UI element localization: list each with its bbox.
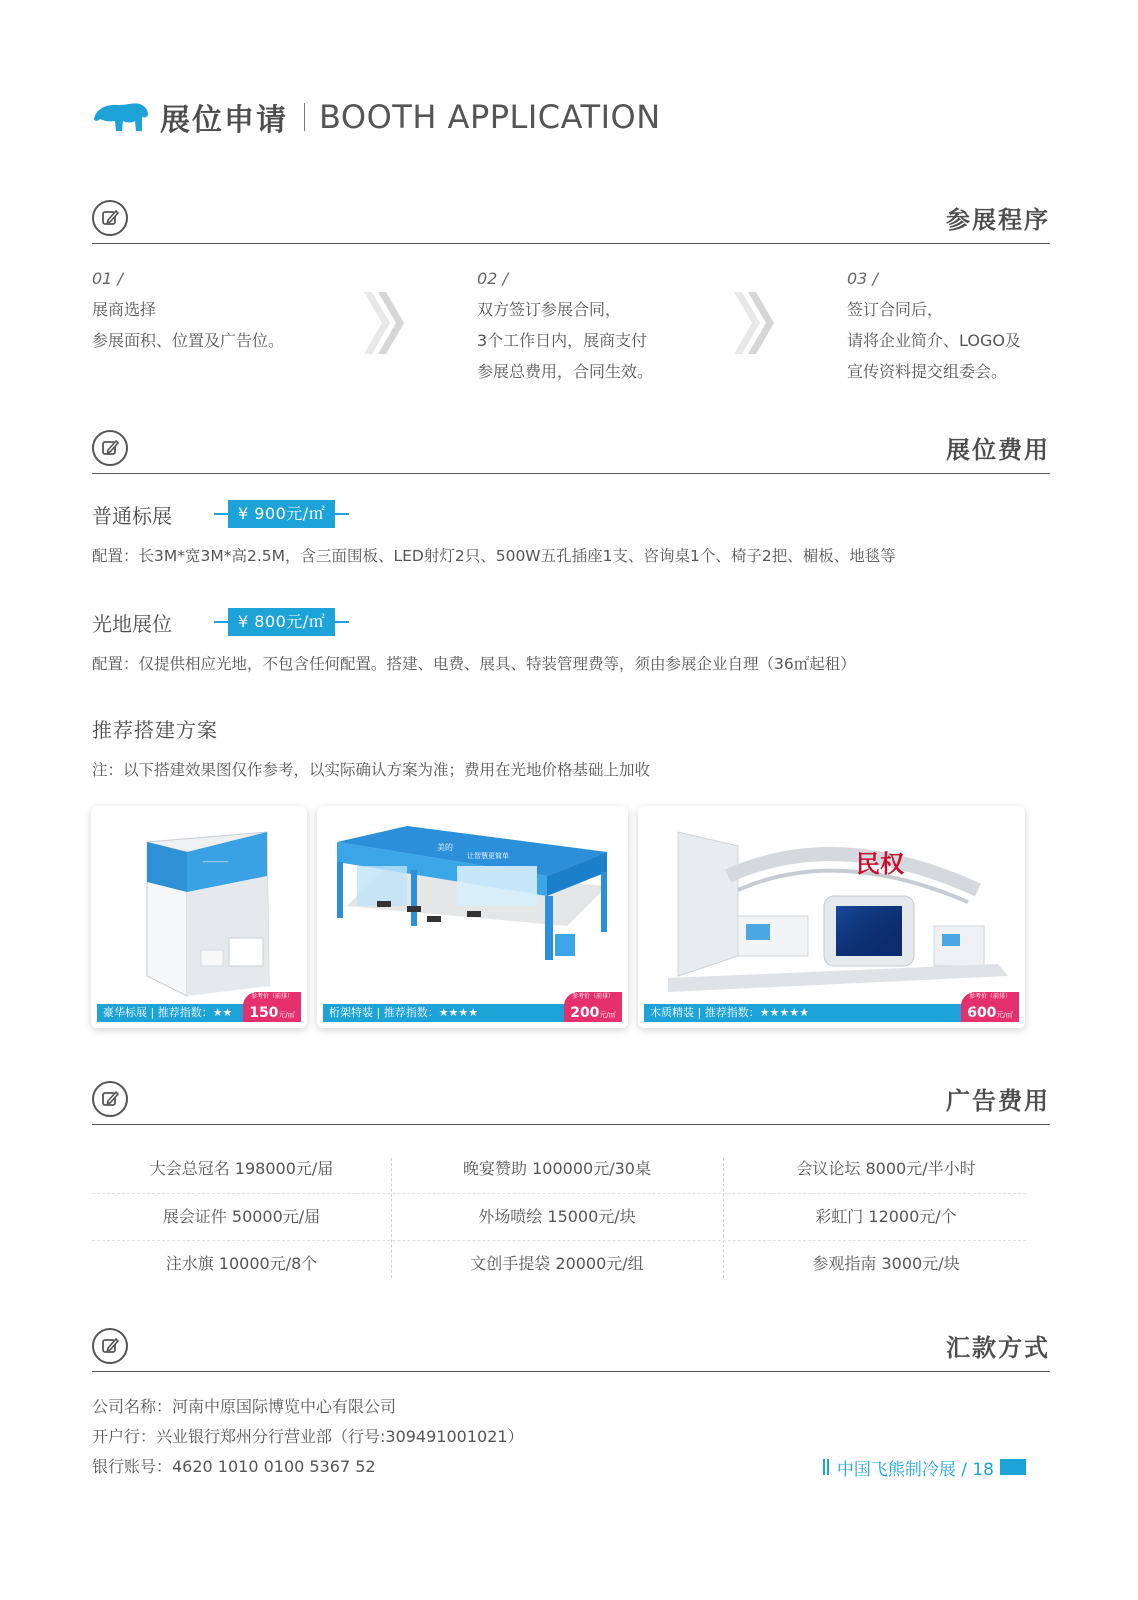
ad-item: 参观指南 3000元/块 [812, 1254, 960, 1273]
banner-text: 让智慧更简单 [467, 852, 509, 860]
ad-item: 注水旗 10000元/8个 [165, 1254, 318, 1273]
price-unit: 元/㎡ [278, 1011, 295, 1019]
step-number: 01 / [92, 269, 123, 288]
ad-item: 文创手提袋 20000元/组 [470, 1254, 644, 1273]
step-line: 请将企业简介、LOGO及 [847, 331, 1021, 350]
price-label: 参考价（前排） [968, 993, 1011, 1000]
ad-item: 晚宴赞助 100000元/30桌 [463, 1159, 651, 1178]
edit-icon [92, 200, 128, 236]
bank-account: 银行账号：4620 1010 0100 5367 52 [92, 1457, 376, 1476]
price-unit: 元/㎡ [996, 1011, 1013, 1019]
card-label: 木质精装 | 推荐指数：★★★★★ [644, 1004, 1019, 1022]
step-line: 参展总费用，合同生效。 [477, 362, 654, 381]
ad-item: 会议论坛 8000元/半小时 [796, 1159, 976, 1178]
price-tag [214, 499, 349, 529]
booth-standard [92, 496, 349, 532]
card-price-badge [961, 992, 1019, 1022]
section-title-process: 参展程序 [946, 206, 1050, 234]
step-line: 宣传资料提交组委会。 [847, 362, 1008, 381]
step-line: 展商选择 [92, 300, 157, 319]
step-number: 02 / [477, 269, 508, 288]
price-number: 150 [249, 1005, 279, 1021]
booth-card-truss [317, 806, 628, 1028]
ad-item: 外场喷绘 15000元/块 [478, 1207, 636, 1226]
booth-description: 配置：仅提供相应光地，不包含任何配置。搭建、电费、展具、特装管理费等，须由参展企业自理（36㎡起租） [92, 655, 856, 673]
edit-icon [92, 1328, 128, 1364]
booth-name: 光地展位 [92, 611, 172, 636]
footer-block-icon [1000, 1459, 1026, 1475]
step-line: 参展面积、位置及广告位。 [92, 331, 285, 350]
footer-bars-icon [823, 1459, 829, 1475]
section-title-remit: 汇款方式 [946, 1334, 1050, 1362]
section-head-remit [92, 1324, 1050, 1372]
recommend-title: 推荐搭建方案 [92, 718, 218, 742]
page-header [92, 92, 661, 142]
card-label: 豪华标展 | 推荐指数：★★ [97, 1004, 301, 1022]
step-2 [477, 263, 653, 387]
bank-name: 开户行：兴业银行郑州分行营业部（行号:309491001021） [92, 1427, 524, 1446]
step-1 [92, 263, 284, 356]
step-line: 3个工作日内，展商支付 [477, 331, 648, 350]
section-title-ads: 广告费用 [946, 1087, 1050, 1115]
page-title: 展位申请 [160, 103, 288, 138]
price-label: 参考价（前排） [250, 993, 293, 1000]
company-name: 公司名称：河南中原国际博览中心有限公司 [92, 1397, 397, 1416]
ad-item: 展会证件 50000元/届 [162, 1207, 321, 1226]
booth-description: 配置：长3M*宽3M*高2.5M，含三面围板、LED射灯2只、500W五孔插座1支、咨询桌1个、椅子2把、楣板、地毯等 [92, 547, 896, 565]
edit-icon [92, 430, 128, 466]
ad-item: 大会总冠名 198000元/届 [149, 1159, 334, 1178]
chevron-right-icon [732, 290, 778, 356]
price-number: 200 [570, 1005, 600, 1021]
page-title-en: BOOTH APPLICATION [319, 98, 661, 136]
section-head-ads [92, 1077, 1050, 1125]
step-number: 03 / [847, 269, 878, 288]
edit-icon [92, 1081, 128, 1117]
section-title-fees: 展位费用 [946, 436, 1050, 464]
booth-raw-space [92, 604, 349, 640]
price-value: ¥ 800元/㎡ [228, 608, 335, 636]
section-head-process [92, 196, 1050, 244]
svg-text:───────: ─────── [203, 859, 229, 866]
card-label: 桁架特装 | 推荐指数：★★★★ [323, 1004, 622, 1022]
bear-logo-icon [92, 99, 150, 135]
recommend-note: 注：以下搭建效果图仅作参考，以实际确认方案为准；费用在光地价格基础上加收 [92, 761, 651, 779]
page-footer [823, 1455, 1026, 1479]
card-price-badge [243, 992, 301, 1022]
price-unit: 元/㎡ [599, 1011, 616, 1019]
step-line: 双方签订参展合同， [477, 300, 622, 319]
step-line: 签订合同后， [847, 300, 944, 319]
price-tag [214, 607, 349, 637]
booth-name: 普通标展 [92, 503, 172, 528]
price-label: 参考价（前排） [571, 993, 614, 1000]
price-number: 600 [967, 1005, 997, 1021]
section-head-fees [92, 426, 1050, 474]
ad-item: 彩虹门 12000元/个 [815, 1207, 957, 1226]
stand-logo-text: 民权 [856, 849, 904, 878]
card-price-badge [564, 992, 622, 1022]
price-value: ¥ 900元/㎡ [228, 500, 335, 528]
title-divider [304, 103, 305, 131]
banner-text: 美的 [437, 843, 453, 852]
footer-text: 中国飞熊制冷展 / 18 [836, 1459, 994, 1480]
booth-card-deluxe [91, 806, 307, 1028]
booth-card-wood [638, 806, 1025, 1028]
chevron-right-icon [362, 290, 408, 356]
step-3 [847, 263, 1021, 387]
